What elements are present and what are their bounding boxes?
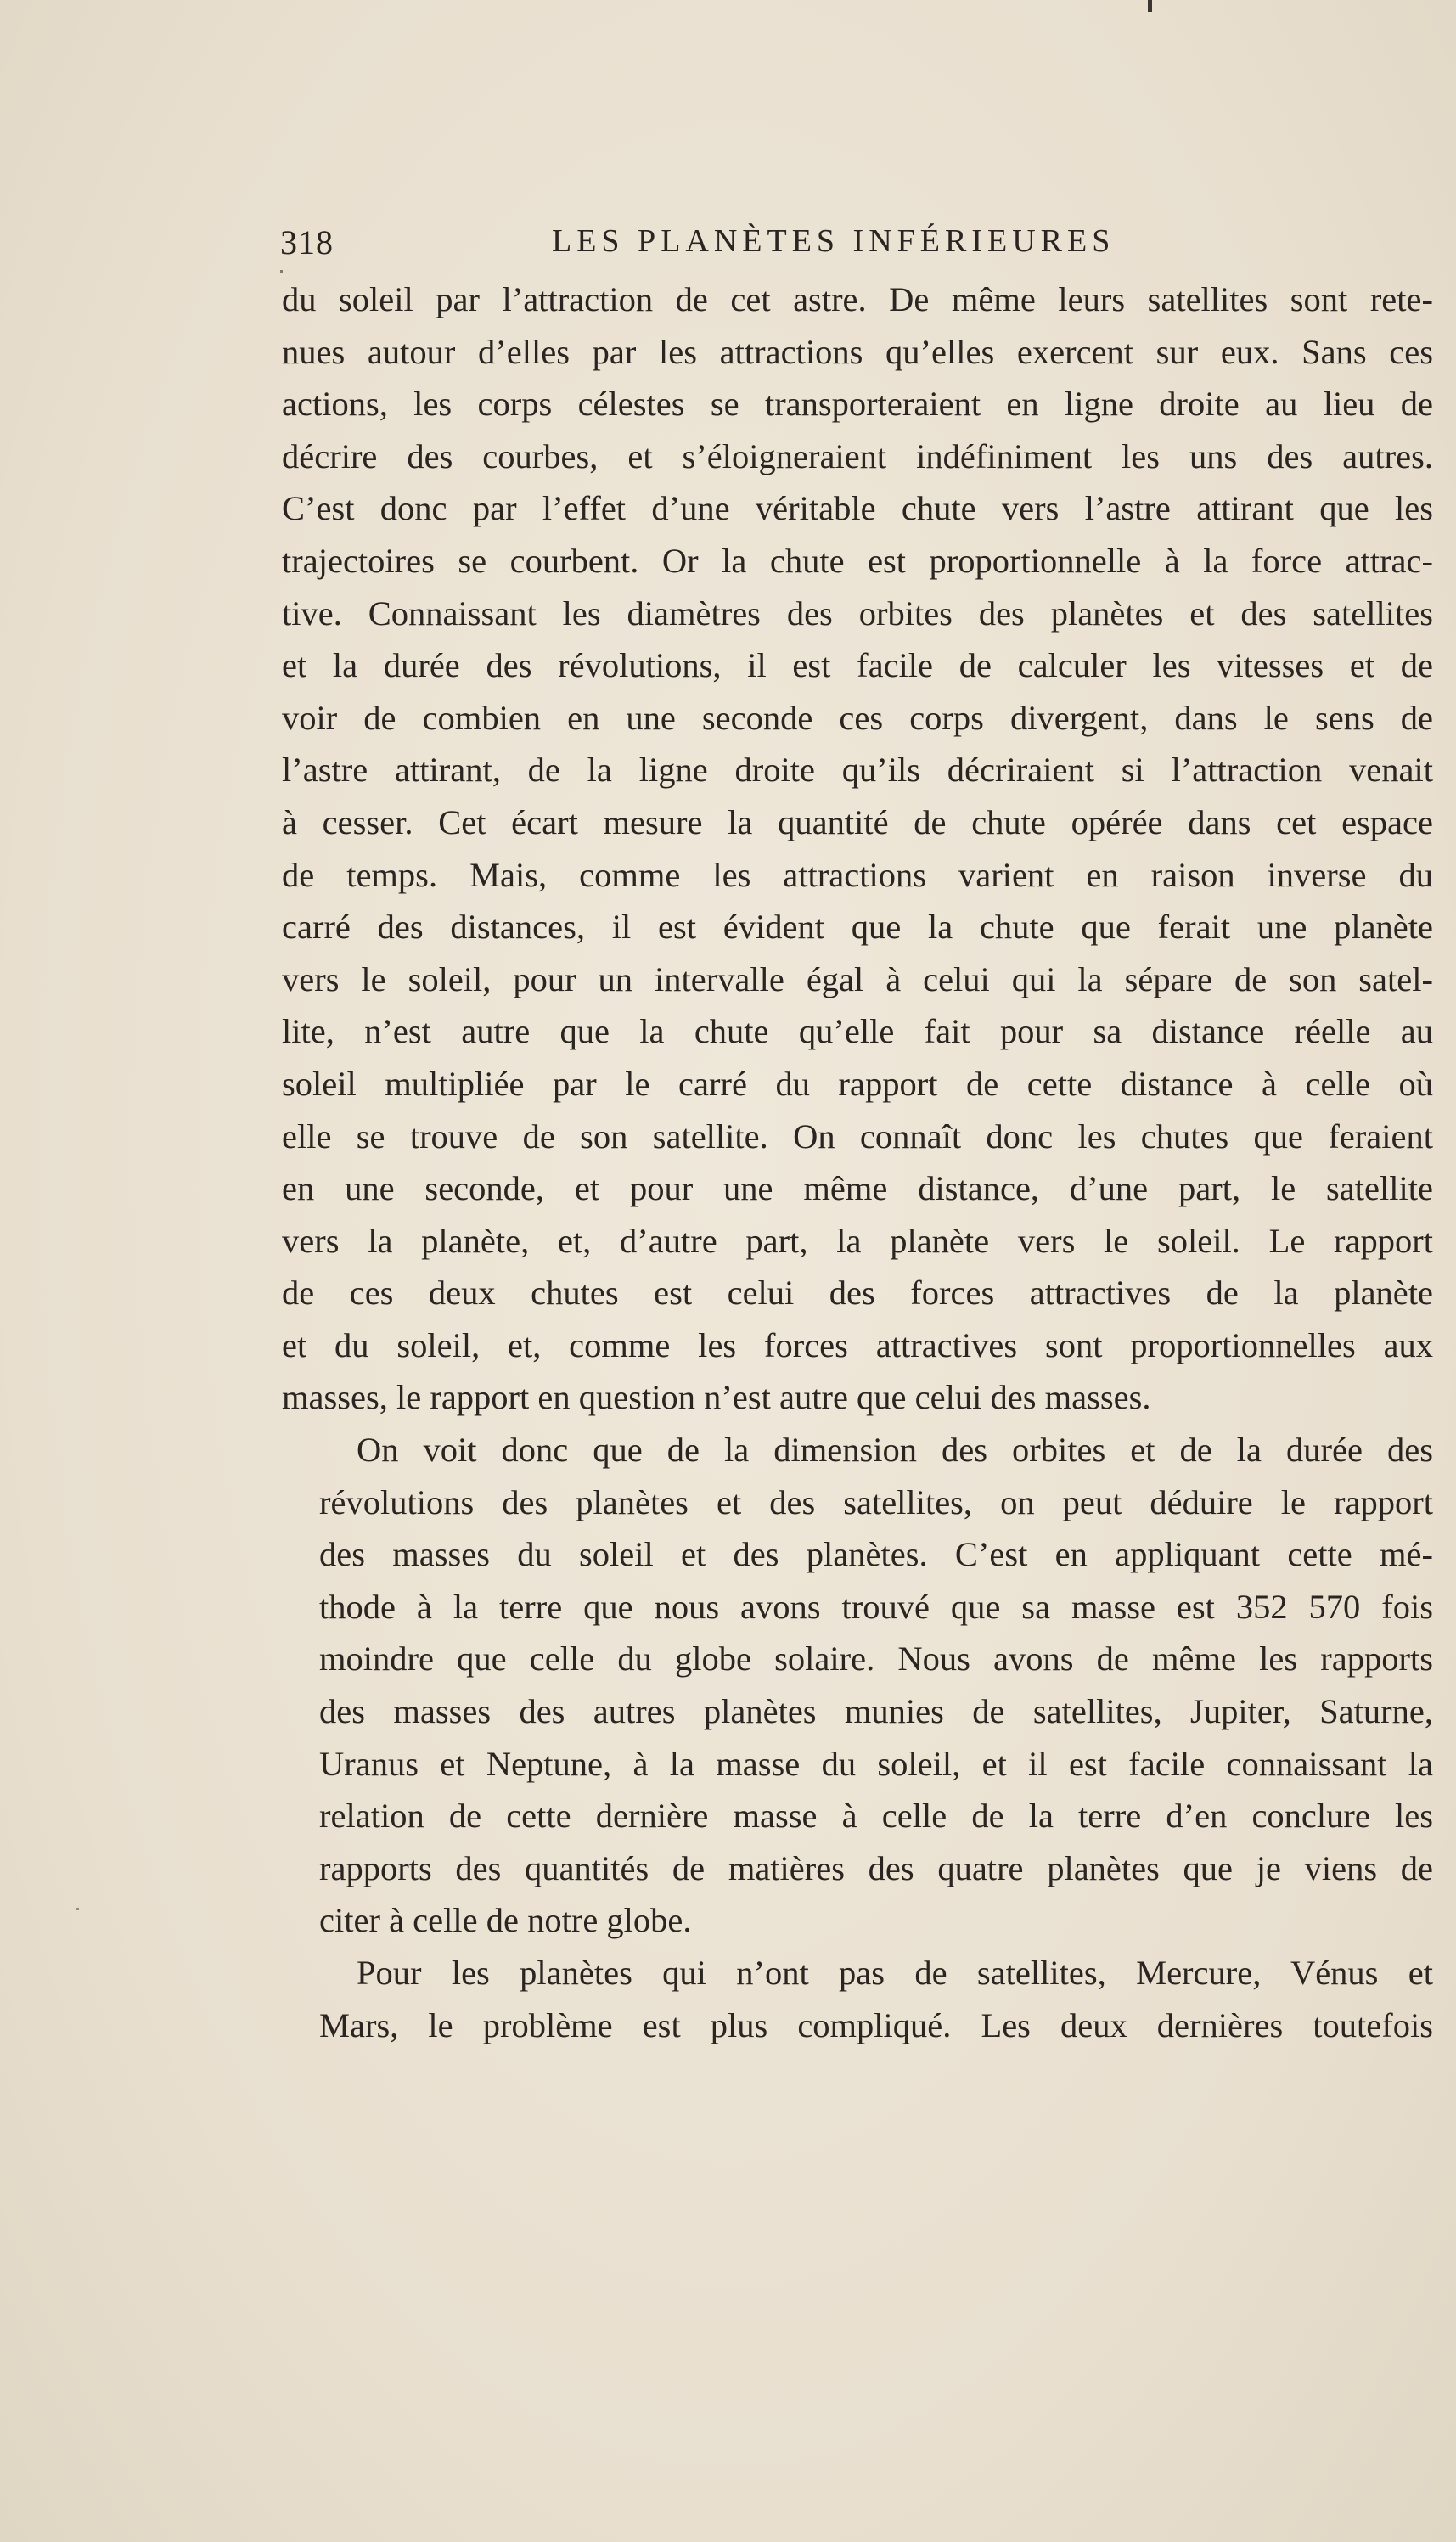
text-line: de temps. Mais, comme les attractions varient en raison inverse du: [282, 855, 1433, 894]
text-line: citer à celle de notre globe.: [319, 1901, 692, 1940]
text-line: elle se trouve de son satellite. On connaît donc les chutes que feraient: [282, 1116, 1433, 1156]
text-line: nues autour d’elles par les attractions qu’elles exercent sur eux. Sans ces: [282, 332, 1433, 371]
text-line: C’est donc par l’effet d’une véritable chute vers l’astre attirant que les: [282, 489, 1433, 528]
text-line: de ces deux chutes est celui des forces attractives de la planète: [282, 1274, 1433, 1313]
text-line: trajectoires se courbent. Or la chute est proportionnelle à la force attrac-: [282, 541, 1433, 580]
text-line: On voit donc que de la dimension des orbites et de la durée des: [357, 1431, 1433, 1470]
text-line: carré des distances, il est évident que la chute que ferait une planète: [282, 908, 1433, 947]
body-text: [282, 273, 1433, 2051]
page-header: [280, 222, 1197, 265]
text-line: soleil multipliée par le carré du rapport de cette distance à celle où: [282, 1064, 1433, 1103]
text-line: relation de cette dernière masse à celle de la terre d’en conclure les: [319, 1797, 1433, 1836]
paragraph: [282, 1947, 1433, 2051]
margin-speck: [76, 1908, 79, 1910]
text-line: à cesser. Cet écart mesure la quantité de chute opérée dans cet espace: [282, 802, 1433, 841]
text-line: et la durée des révolutions, il est facile de calculer les vitesses et de: [282, 646, 1433, 685]
text-line: actions, les corps célestes se transporteraient en ligne droite au lieu de: [282, 385, 1433, 424]
text-line: voir de combien en une seconde ces corps divergent, dans le sens de: [282, 698, 1433, 737]
top-edge-mark: [1148, 0, 1152, 12]
text-line: des masses du soleil et des planètes. C’est en appliquant cette mé-: [319, 1535, 1433, 1574]
text-line: Pour les planètes qui n’ont pas de satellites, Mercure, Vénus et: [357, 1954, 1433, 1992]
text-line: décrire des courbes, et s’éloigneraient indéfiniment les uns des autres.: [282, 436, 1433, 475]
text-line: l’astre attirant, de la ligne droite qu’ils décriraient si l’attraction venait: [282, 751, 1433, 790]
page-number: 318: [280, 223, 334, 262]
paragraph: [282, 273, 1433, 1424]
text-line: du soleil par l’attraction de cet astre. De même leurs satellites sont rete-: [282, 280, 1433, 318]
text-line: révolutions des planètes et des satellites, on peut déduire le rapport: [319, 1482, 1433, 1521]
text-line: vers le soleil, pour un intervalle égal à celui qui la sépare de son satel-: [282, 959, 1433, 998]
text-line: thode à la terre que nous avons trouvé que sa masse est 352 570 fois: [319, 1587, 1433, 1626]
text-line: rapports des quantités de matières des quatre planètes que je viens de: [319, 1848, 1433, 1887]
text-line: Uranus et Neptune, à la masse du soleil, et il est facile connaissant la: [319, 1744, 1433, 1783]
text-line: lite, n’est autre que la chute qu’elle fait pour sa distance réelle au: [282, 1012, 1433, 1051]
text-line: en une seconde, et pour une même distance, d’une part, le satellite: [282, 1169, 1433, 1208]
running-title: LES PLANÈTES INFÉRIEURES: [552, 223, 1116, 259]
text-line: et du soleil, et, comme les forces attractives sont proportionnelles aux: [282, 1325, 1433, 1364]
text-line: des masses des autres planètes munies de satellites, Jupiter, Saturne,: [319, 1692, 1433, 1731]
text-line: Mars, le problème est plus compliqué. Les deux dernières toutefois: [319, 2005, 1433, 2044]
paragraph: [282, 1424, 1433, 1947]
text-line: moindre que celle du globe solaire. Nous avons de même les rapports: [319, 1639, 1433, 1679]
text-line: vers la planète, et, d’autre part, la planète vers le soleil. Le rapport: [282, 1221, 1433, 1260]
text-line: tive. Connaissant les diamètres des orbites des planètes et des satellites: [282, 593, 1433, 633]
text-line: masses, le rapport en question n’est autre que celui des masses.: [282, 1378, 1151, 1417]
margin-speck: [280, 270, 283, 273]
